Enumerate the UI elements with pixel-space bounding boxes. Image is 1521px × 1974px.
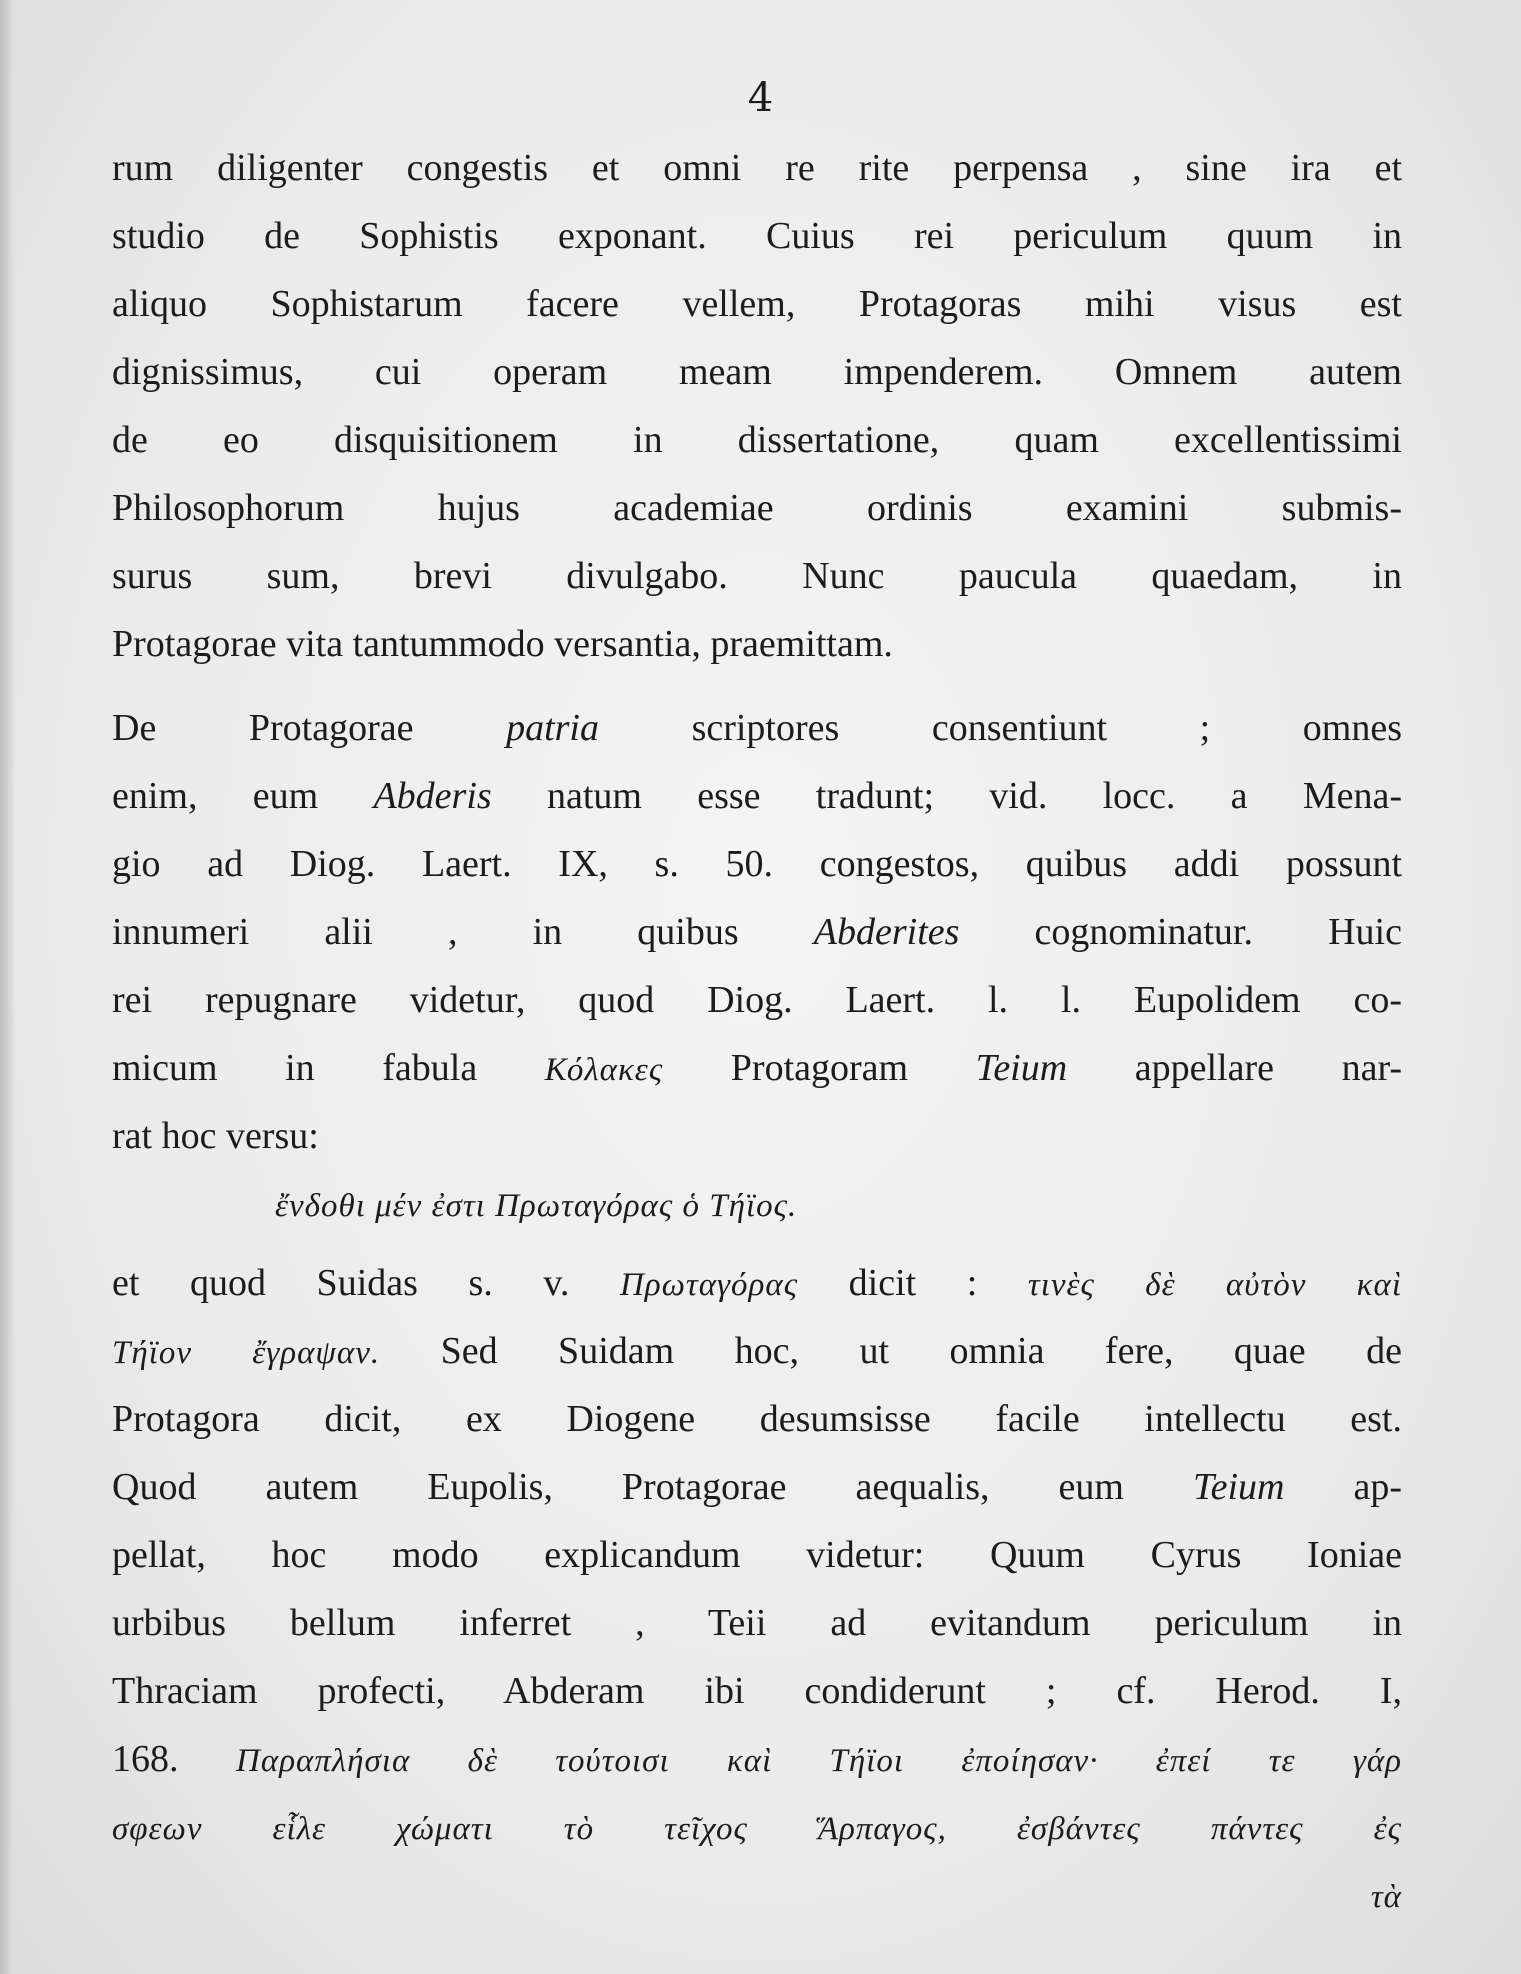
greek-text: τινὲς δὲ αὐτὸν καὶ — [1027, 1267, 1402, 1303]
text-line — [112, 478, 1402, 538]
text-run: Sed Suidam hoc, ut omnia fere, quae de — [380, 1330, 1402, 1372]
text-run: urbibus bellum inferret , Teii ad evitandum periculum in — [112, 1602, 1402, 1644]
text-run: Thraciam profecti, Abderam ibi condiderunt ; cf. Herod. I, — [112, 1670, 1402, 1712]
italic-term: Abderites — [813, 911, 960, 953]
text-line — [112, 1106, 1402, 1166]
text-run: appellare nar- — [1067, 1047, 1402, 1089]
text-line — [112, 410, 1402, 470]
text-line — [112, 902, 1402, 962]
text-run: dignissimus, cui operam meam impenderem. Omnem autem — [112, 351, 1402, 393]
text-line — [112, 1729, 1402, 1789]
text-run: rat hoc versu: — [112, 1115, 319, 1157]
text-run: et quod Suidas s. v. — [112, 1262, 620, 1304]
text-line — [112, 1525, 1402, 1585]
text-run: pellat, hoc modo explicandum videtur: Quum Cyrus Ioniae — [112, 1534, 1402, 1576]
text-run: gio ad Diog. Laert. IX, s. 50. congestos, quibus addi possunt — [112, 843, 1402, 885]
text-line — [112, 1593, 1402, 1653]
text-line — [112, 698, 1402, 758]
text-line — [112, 206, 1402, 266]
page-gutter-shadow — [0, 0, 14, 1974]
text-run: aliquo Sophistarum facere vellem, Protagoras mihi visus est — [112, 283, 1402, 325]
text-run: de eo disquisitionem in dissertatione, quam excellentissimi — [112, 419, 1402, 461]
greek-text: τὰ — [1370, 1879, 1402, 1915]
text-run: Quod autem Eupolis, Protagorae aequalis, eum — [112, 1466, 1193, 1508]
greek-text: Πρωταγόρας — [619, 1267, 799, 1303]
text-run: rum diligenter congestis et omni re rite perpensa , sine ira et — [112, 147, 1402, 189]
italic-term: patria — [506, 707, 599, 749]
text-run: studio de Sophistis exponant. Cuius rei periculum quum in — [112, 215, 1402, 257]
text-line — [112, 1253, 1402, 1313]
text-run: innumeri alii , in quibus — [112, 911, 814, 953]
text-run: Protagora dicit, ex Diogene desumsisse facile intellectu est. — [112, 1398, 1402, 1440]
italic-term: Teium — [1192, 1466, 1285, 1508]
text-line — [112, 1038, 1402, 1098]
text-line — [112, 1865, 1402, 1925]
greek-text: Παραπλήσια δὲ τούτοισι καὶ Τήϊοι ἐποίησαν· ἐπεί τε γάρ — [236, 1743, 1402, 1779]
text-line — [112, 274, 1402, 334]
text-run: natum esse tradunt; vid. locc. a Mena- — [491, 775, 1403, 817]
greek-text: ἔνδοθι μέν ἐστι Πρωταγόρας ὁ Τήϊος. — [275, 1188, 798, 1224]
text-line — [112, 834, 1402, 894]
text-line — [112, 546, 1402, 606]
text-run: rei repugnare videtur, quod Diog. Laert. l. l. Eupolidem co- — [112, 979, 1402, 1021]
text-line — [112, 970, 1402, 1030]
text-line — [112, 1321, 1402, 1381]
text-run: dicit : — [798, 1262, 1028, 1304]
text-line — [112, 766, 1402, 826]
text-line — [112, 1797, 1402, 1857]
text-run: De Protagorae — [112, 707, 507, 749]
text-run: cognominatur. Huic — [959, 911, 1402, 953]
greek-text: σφεων εἷλε χώματι τὸ τεῖχος Ἅρπαγος, ἐσβάντες πάντες ἐς — [112, 1811, 1402, 1847]
italic-term: Teium — [975, 1047, 1068, 1089]
text-run: Protagoram — [663, 1047, 976, 1089]
text-line — [112, 1661, 1402, 1721]
greek-text: Τήϊον ἔγραψαν. — [112, 1335, 381, 1371]
text-line — [112, 138, 1402, 198]
text-line — [112, 614, 1402, 674]
text-run: Philosophorum hujus academiae ordinis examini submis- — [112, 487, 1402, 529]
text-line — [112, 1457, 1402, 1517]
text-run: micum in fabula — [112, 1047, 545, 1089]
text-line — [112, 1389, 1402, 1449]
text-run: Protagorae vita tantummodo versantia, praemittam. — [112, 623, 893, 665]
text-run: 168. — [112, 1738, 237, 1780]
text-run: scriptores consentiunt ; omnes — [598, 707, 1402, 749]
page-number: 4 — [747, 75, 774, 121]
text-run: enim, eum — [112, 775, 374, 817]
text-line — [112, 342, 1402, 402]
italic-term: Abderis — [373, 775, 492, 817]
greek-text: Κόλακες — [544, 1052, 664, 1088]
text-run: surus sum, brevi divulgabo. Nunc paucula quaedam, in — [112, 555, 1402, 597]
text-run: ap- — [1284, 1466, 1402, 1508]
quoted-verse-line — [275, 1174, 1075, 1234]
